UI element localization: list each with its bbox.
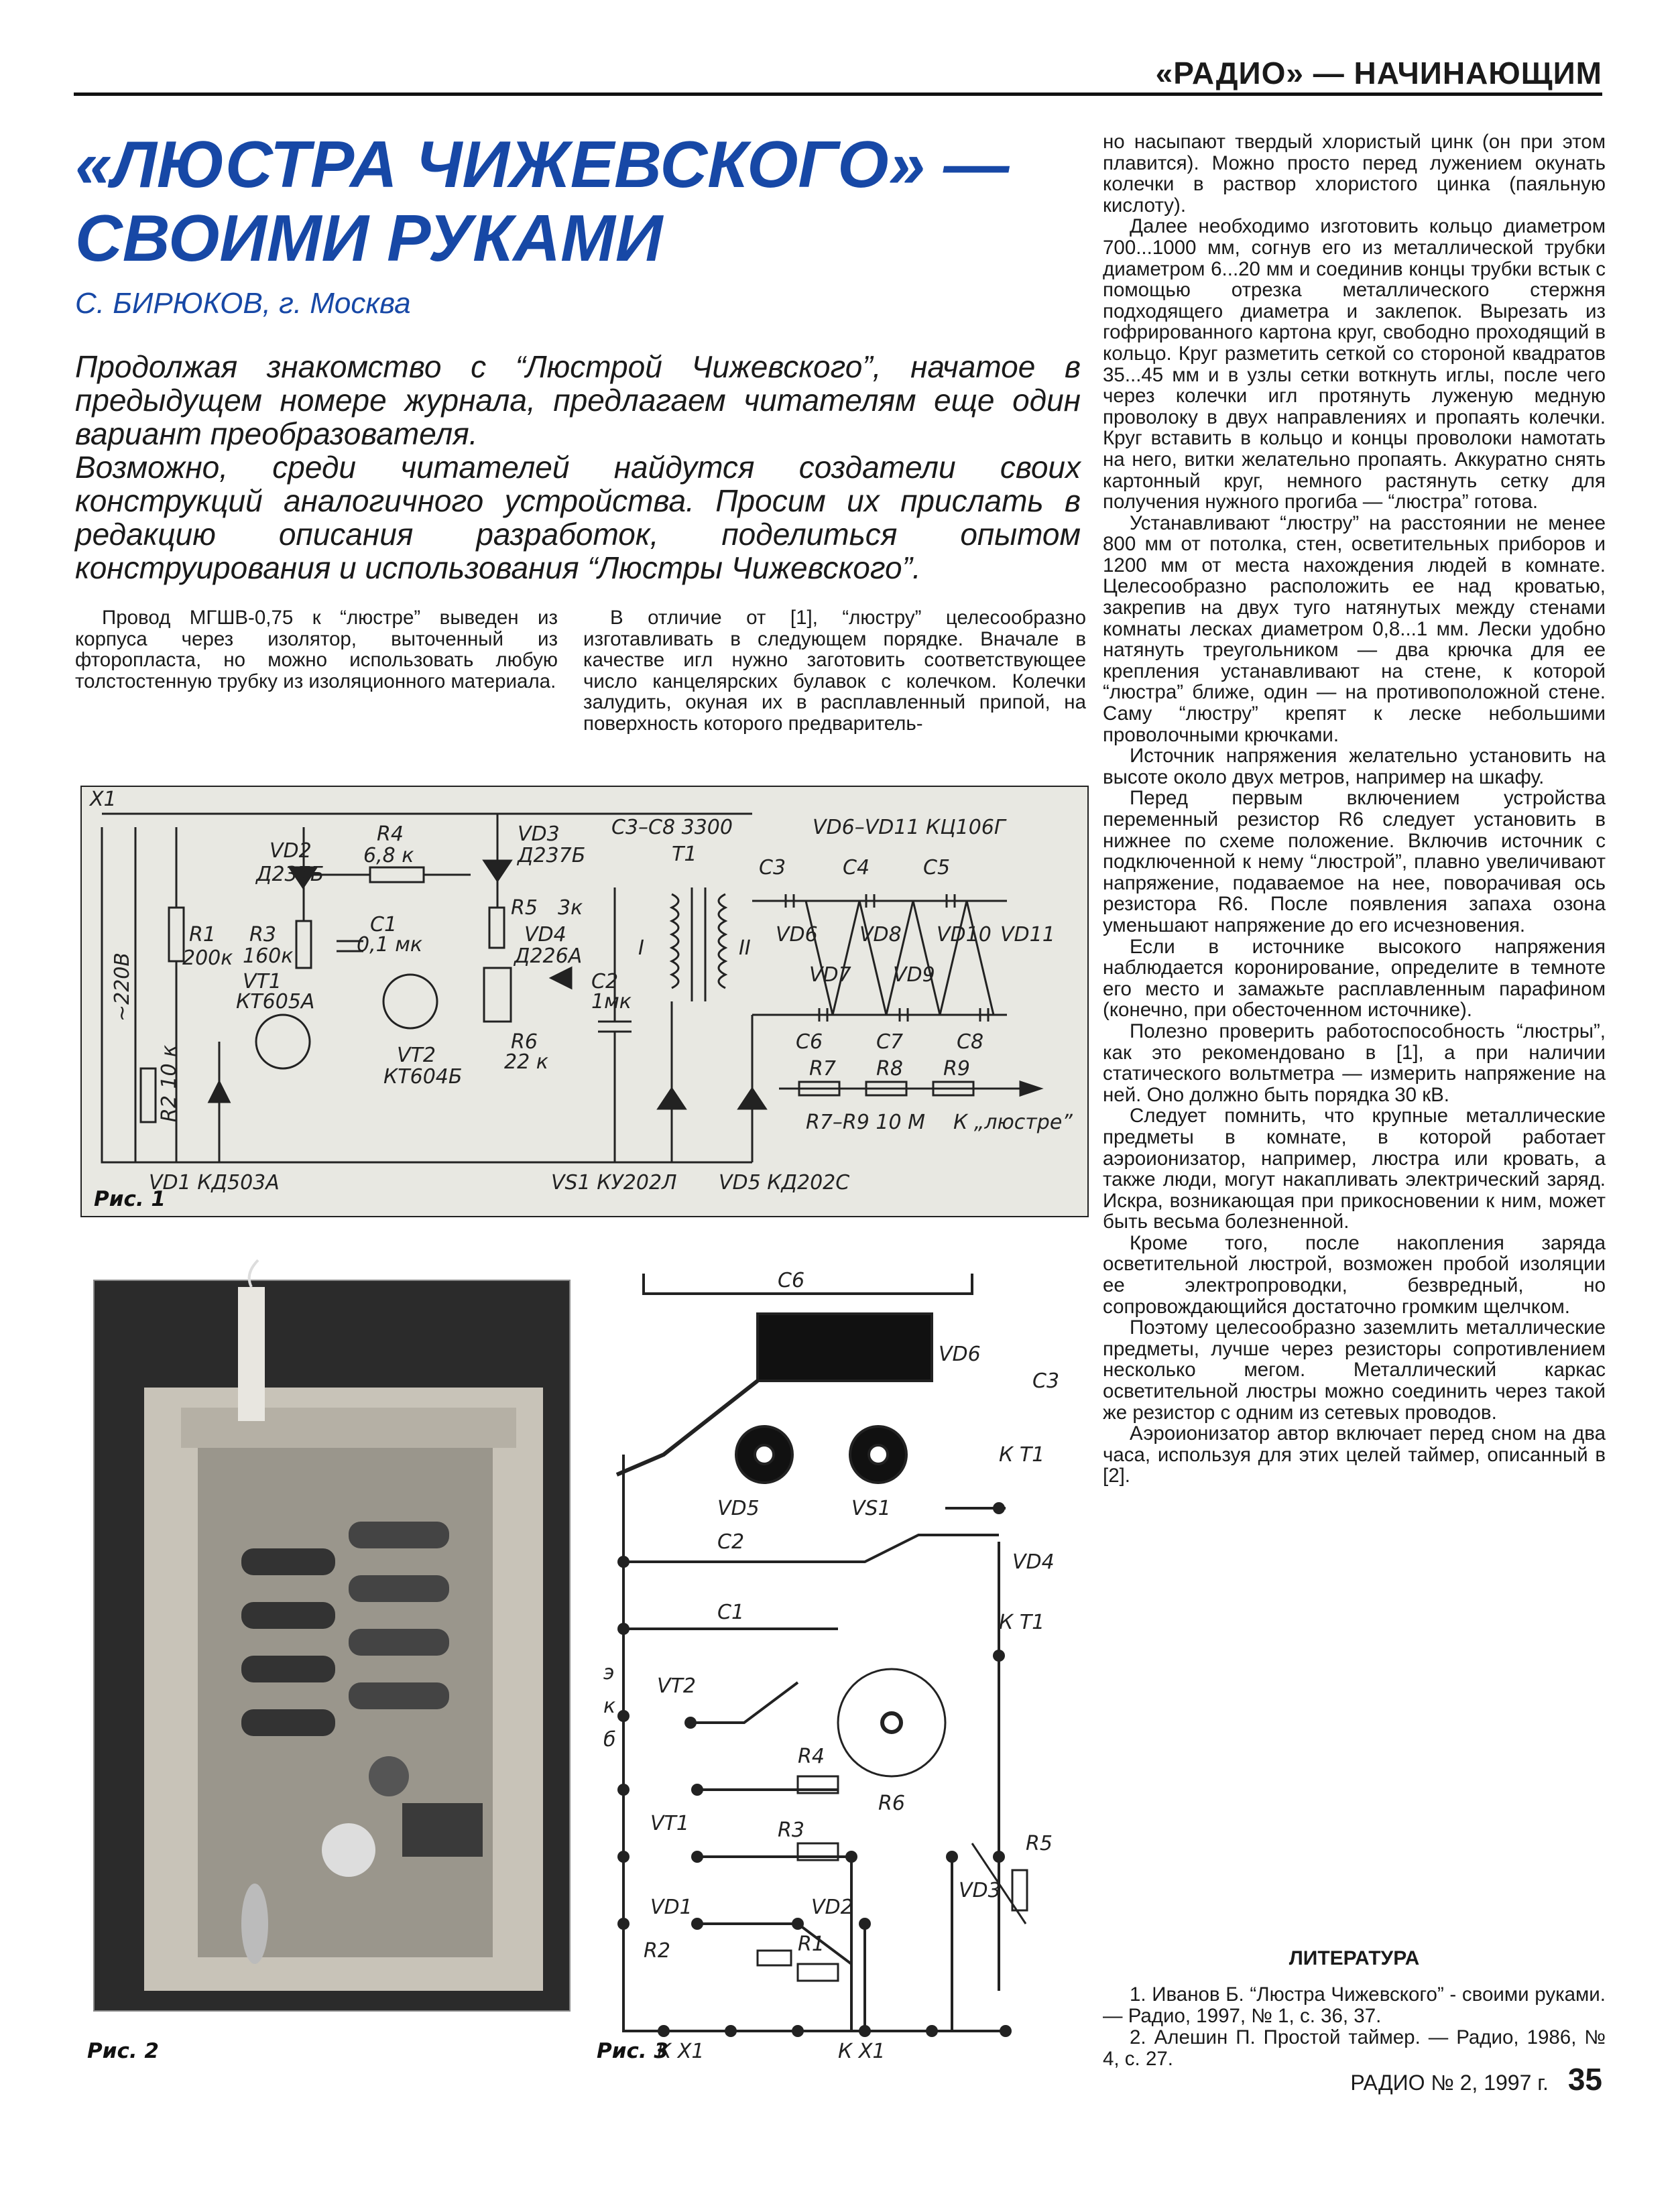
fig1-label: VD2 [270, 839, 312, 863]
fig1-label: VS1 КУ202Л [551, 1171, 677, 1194]
fig1-label: КТ604Б [383, 1065, 463, 1089]
fig3-label: VT1 [650, 1812, 689, 1835]
fig3-label: VD5 [717, 1497, 760, 1520]
fig1-label: I [638, 936, 644, 960]
body-paragraph: Следует помнить, что крупные металлические предметы в комнате, в которой работает аэроионизатор, например, люстра или кровать, а также люди, могут накапливать электрический заряд. Искра, возникающая при прикосновении к ним, может быть весьма болезненной. [1103, 1105, 1606, 1233]
fig1-label: R8 [876, 1057, 903, 1081]
body-paragraph: Если в источнике высокого напряжения наблюдается коронирование, определите в темноте его место и замажьте расплавленным парафином (конечно, при обесточенном источнике). [1103, 935, 1606, 1022]
fig1-label: C6 [796, 1030, 823, 1054]
fig1-label: VD9 [893, 963, 935, 987]
fig1-label: VD8 [859, 923, 902, 946]
fig1-label: VD10 [937, 923, 992, 946]
fig3-label: VD4 [1012, 1550, 1055, 1574]
fig1-label: VD7 [809, 963, 851, 987]
title-line-1: «ЛЮСТРА ЧИЖЕВСКОГО» — [75, 127, 1010, 201]
fig1-label: 3к [558, 896, 583, 920]
lead-paragraph: Возможно, среди читателей найдутся создатели своих конструкций аналогичного устройства. Просим их прислать в редакцию описания разработок, поделиться опытом конструирования и использования “Люстры Чижевского”. [75, 450, 1081, 585]
article-title [75, 127, 1094, 275]
fig1-label: VD11 [1000, 923, 1055, 946]
column-1 [75, 607, 558, 692]
fig1-label: Д237Б [518, 844, 586, 867]
figure-2-caption: Рис. 2 [87, 2039, 159, 2063]
fig3-label: VD2 [811, 1896, 853, 1919]
fig1-label: 0,1 мк [357, 933, 422, 957]
title-line-2: СВОИМИ РУКАМИ [75, 201, 663, 275]
issue-label: РАДИО № 2, 1997 г. [1350, 2071, 1549, 2095]
fig3-label: R1 [798, 1932, 825, 1956]
fig1-label: К „люстре” [953, 1111, 1073, 1134]
fig1-label: C4 [843, 856, 870, 879]
fig1-label: C8 [957, 1030, 984, 1054]
figure-1-schematic [80, 786, 1089, 1217]
fig1-label: C1 [370, 913, 398, 936]
fig1-label: R6 [511, 1030, 538, 1054]
header-rule [74, 93, 1602, 96]
fig3-label: VD1 [650, 1896, 693, 1919]
body-paragraph: Полезно проверить работоспособность “люстры”, как это рекомендовано в [1], а при наличии статического вольтметра — измерить напряжение на ней. Оно должно быть порядка 30 кВ. [1103, 1020, 1606, 1106]
body-paragraph: Источник напряжения желательно установить на высоте около двух метров, например на шкафу. [1103, 745, 1606, 788]
fig1-label: VD4 [524, 923, 566, 946]
column-2 [583, 607, 1086, 735]
fig1-label: VD6–VD11 КЦ106Г [813, 816, 1006, 839]
article-lead [75, 350, 1081, 585]
fig1-label: 160к [243, 944, 294, 968]
body-paragraph: Кроме того, после накопления заряда осветительной люстрой, возможен пробой изоляции ее электропроводки, безвредный, но сопровождающийся достаточно громким щелчком. [1103, 1231, 1606, 1318]
article-author: С. БИРЮКОВ, г. Москва [75, 287, 411, 320]
fig1-label: 6,8 к [363, 844, 414, 867]
figure-3-caption: Рис. 3 [597, 2039, 668, 2063]
fig1-label: II [739, 936, 751, 960]
fig3-label: К Х1 [838, 2040, 886, 2063]
body-paragraph: Устанавливают “люстру” на расстоянии не менее 800 мм от потолка, стен, осветительных приборов и 1200 мм от места нахождения людей в комнате. Целесообразно расположить ее над кроватью, закрепив на двух туго натянутых между стенами комнаты лесках диаметром 0,8...1 мм. Лески удобно натянуть треугольником — два крючка для ее крепления устанавливают на стене, к которой “люстра” ближе, один — на противоположной стене. Саму “люстру” крепят к леске небольшими проволочными крючками. [1103, 511, 1606, 746]
fig1-label: Д226А [514, 944, 583, 968]
fig3-label: C3 [1032, 1369, 1060, 1393]
fig1-label: R3 [249, 923, 276, 946]
fig1-label: X1 [90, 788, 117, 811]
fig1-label: R4 [377, 822, 404, 846]
fig1-label: R1 [189, 923, 216, 946]
fig3-label: C1 [717, 1601, 745, 1624]
fig3-label: C2 [717, 1530, 745, 1554]
fig3-label: б [603, 1728, 616, 1752]
body-paragraph: В отличие от [1], “люстру” целесообразно изготавливать в следующем порядке. Вначале в качестве игл нужно заготовить соответствующее число канцелярских булавок с колечком. Колечки залудить, окуная их в расплавленный припой, на поверхность которого предваритель- [583, 607, 1086, 735]
fig3-label: R2 [644, 1939, 670, 1963]
figure-3-pcb [597, 1253, 1086, 2085]
fig3-label: к [603, 1695, 616, 1718]
fig1-label: T1 [672, 843, 697, 866]
fig3-label: R6 [878, 1792, 905, 1815]
reference-item: 1. Иванов Б. “Люстра Чижевского” - своими руками. — Радио, 1997, № 1, с. 36, 37. [1103, 1983, 1606, 2027]
fig1-label: VT1 [243, 970, 282, 993]
section-header: «РАДИО» — НАЧИНАЮЩИМ [1155, 56, 1602, 90]
literature-heading: ЛИТЕРАТУРА [1289, 1947, 1420, 1969]
fig1-label: VD5 КД202С [719, 1171, 850, 1194]
body-paragraph: Перед первым включением устройства переменный резистор R6 следует установить в нижнее по схеме положение. Включив источник с подключенной к нему “люстрой”, плавно увеличивают напряжение, подаваемое на нее, поворачивая ось резистора R6. После появления запаха озона уменьшают напряжение до его исчезновения. [1103, 787, 1606, 936]
fig1-label: VT2 [397, 1044, 436, 1067]
fig3-label: э [603, 1661, 615, 1684]
fig3-label: VT2 [657, 1674, 696, 1698]
fig3-label: К Х1 [657, 2040, 705, 2063]
fig1-label: ~220В [111, 953, 134, 1022]
fig3-label: VD3 [959, 1879, 1001, 1902]
body-paragraph: но насыпают твердый хлористый цинк (он при этом плавится). Можно просто перед лужением окунать колечки в раствор хлористого цинка (паяльную кислоту). [1103, 131, 1606, 217]
literature-list [1103, 1984, 1606, 2070]
fig1-label: 200к [182, 946, 233, 970]
fig3-label: VS1 [851, 1497, 891, 1520]
fig1-label: C7 [876, 1030, 904, 1054]
lead-paragraph: Продолжая знакомство с “Люстрой Чижевского”, начатое в предыдущем номере журнала, предлагаем читателям еще один вариант преобразователя. [75, 349, 1081, 451]
fig3-label: R5 [1026, 1832, 1053, 1855]
fig3-label: VD6 [939, 1343, 981, 1366]
reference-item: 2. Алешин П. Простой таймер. — Радио, 1986, № 4, с. 27. [1103, 2026, 1606, 2070]
figure-1-caption: Рис. 1 [94, 1187, 166, 1211]
fig1-label: C5 [923, 856, 951, 879]
fig3-label: R3 [778, 1819, 804, 1842]
body-paragraph: Провод МГШВ-0,75 к “люстре” выведен из корпуса через изолятор, выточенный из фторопласта, но можно использовать любую толстостенную трубку из изоляционного материала. [75, 607, 558, 692]
page-number: 35 [1567, 2062, 1602, 2097]
fig1-label: 1мк [591, 990, 632, 1013]
fig1-label: R2 10 к [158, 1044, 181, 1122]
fig1-label: R9 [943, 1057, 970, 1081]
column-3 [1103, 131, 1606, 1487]
fig1-label: R7 [809, 1057, 836, 1081]
body-paragraph: Поэтому целесообразно заземлить металлические предметы, лучше через резисторы сопротивлением несколько мегом. Металлический каркас осветительной люстры можно соединить через такой же резистор с одним из сетевых проводов. [1103, 1316, 1606, 1424]
fig1-label: VD6 [776, 923, 818, 946]
fig1-label: C2 [591, 970, 619, 993]
figure-2-photo [80, 1253, 583, 2085]
fig3-label: К Т1 [999, 1443, 1045, 1467]
fig1-label: R5 [511, 896, 538, 920]
fig1-label: Д237Б [256, 863, 324, 886]
fig1-label: C3 [759, 856, 786, 879]
fig3-label: C6 [778, 1269, 805, 1292]
body-paragraph: Аэроионизатор автор включает перед сном на два часа, используя для этих целей таймер, описанный в [2]. [1103, 1422, 1606, 1487]
fig1-label: 22 к [504, 1050, 548, 1074]
fig1-label: R7–R9 10 М [806, 1111, 925, 1134]
body-paragraph: Далее необходимо изготовить кольцо диаметром 700...1000 мм, согнув его из металлической трубки диаметром 6...20 мм и соединив концы трубки встык с помощью отрезка металлического стержня подходящего диаметра и заклепок. Вырезать из гофрированного картона круг, свободно проходящий в кольцо. Круг разметить сеткой со стороной квадратов 35...45 мм и в узлы сетки воткнуть иглы, после чего через колечки игл протянуть луженую медную проволоку в двух направлениях и пропаять колечки. Круг вставить в кольцо и концы проволоки намотать на него, витки желательно пропаять. Аккуратно снять картонный круг, немного растянуть сетку для получения нужного прогиба — “люстра” готова. [1103, 215, 1606, 513]
fig1-label: VD1 КД503А [149, 1171, 280, 1194]
fig3-label: R4 [798, 1745, 825, 1768]
fig1-label: КТ605А [236, 990, 315, 1013]
page-footer [1350, 2061, 1602, 2097]
fig1-label: C3–C8 3300 [611, 816, 733, 839]
fig3-label: К Т1 [999, 1611, 1045, 1634]
fig1-label: VD3 [518, 822, 560, 846]
